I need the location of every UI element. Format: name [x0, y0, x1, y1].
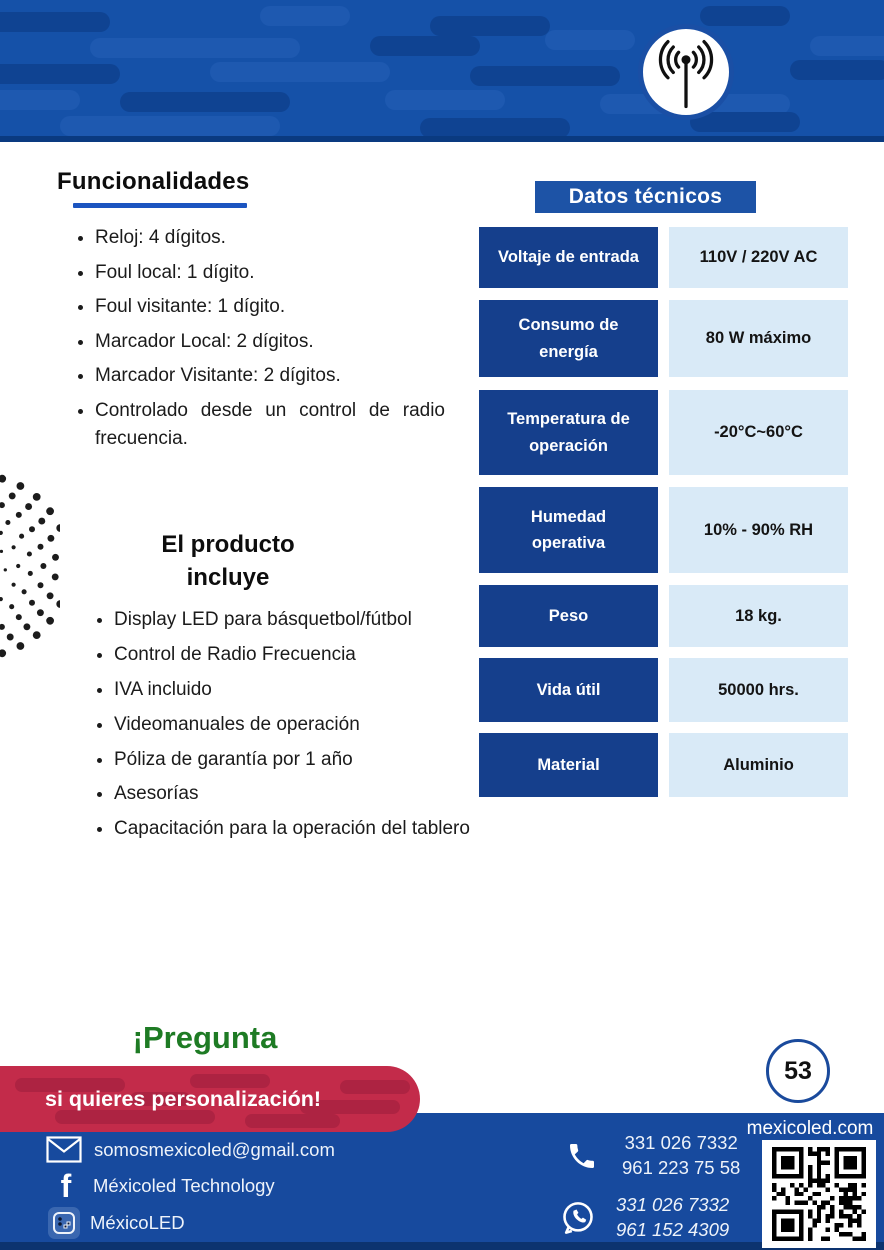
product-includes-title: El producto incluye — [161, 531, 295, 592]
website-link[interactable]: mexicoled.com — [746, 1118, 874, 1139]
spec-value: 18 kg. — [669, 585, 848, 647]
facebook-label: Méxicoled Technology — [93, 1175, 275, 1196]
table-row — [479, 658, 848, 722]
list-item: • Display LED para básquetbol/fútbol — [114, 606, 476, 635]
table-row — [479, 227, 848, 288]
list-item: • Marcador Local: 2 dígitos. — [95, 328, 445, 357]
social-label: MéxicoLED — [90, 1212, 185, 1233]
phone-icon — [566, 1140, 598, 1172]
spec-label: Voltaje de entrada — [479, 227, 658, 288]
table-row — [479, 733, 848, 797]
spec-value: 110V / 220V AC — [669, 227, 848, 288]
top-banner — [0, 0, 884, 142]
whatsapp-icon — [560, 1200, 596, 1236]
list-item: • Marcador Visitante: 2 dígitos. — [95, 362, 445, 391]
phone-number: 331 026 7332 — [624, 1132, 738, 1153]
spec-value: Aluminio — [669, 733, 848, 797]
mexicoled-logo-icon — [48, 1207, 80, 1239]
whatsapp-row[interactable] — [560, 1193, 729, 1243]
list-item: • Videomanuales de operación — [114, 711, 476, 740]
envelope-icon — [46, 1136, 82, 1163]
qr-code-image — [772, 1147, 866, 1241]
table-row — [479, 390, 848, 475]
spec-value: 10% - 90% RH — [669, 487, 848, 573]
list-item: • Control de Radio Frecuencia — [114, 641, 476, 670]
footer — [0, 1113, 884, 1250]
spec-label: Vida útil — [479, 658, 658, 722]
table-row — [479, 487, 848, 573]
promo-headline: ¡Pregunta — [132, 1020, 278, 1055]
email-text: somosmexicoled@gmail.com — [94, 1138, 335, 1160]
list-item: • Asesorías — [114, 780, 476, 809]
radio-antenna-icon — [638, 24, 734, 120]
functionalities-list — [57, 224, 445, 454]
spec-label: Material — [479, 733, 658, 797]
list-item: • Reloj: 4 dígitos. — [95, 224, 445, 253]
spec-label: Consumo de energía — [479, 300, 658, 377]
list-item: • Capacitación para la operación del tablero — [114, 815, 476, 844]
spec-value: 80 W máximo — [669, 300, 848, 377]
spec-label: Temperatura de operación — [479, 390, 658, 475]
spec-value: 50000 hrs. — [669, 658, 848, 722]
table-row — [479, 300, 848, 377]
list-item: • Póliza de garantía por 1 año — [114, 746, 476, 775]
page-number-badge — [766, 1039, 830, 1103]
table-row — [479, 585, 848, 647]
tech-specs-table — [479, 227, 848, 809]
dotted-spiral-decoration — [0, 468, 60, 664]
product-includes-list — [78, 606, 476, 850]
tech-specs-header: Datos técnicos — [535, 181, 756, 213]
list-item: • Controlado desde un control de radio frecuencia. — [95, 397, 445, 454]
banner-pattern — [0, 0, 884, 136]
spec-label: Humedad operativa — [479, 487, 658, 573]
functionalities-section — [57, 168, 445, 460]
spec-label: Peso — [479, 585, 658, 647]
promo-subline: si quieres personalización! — [45, 1086, 322, 1111]
list-item: • Foul local: 1 dígito. — [95, 259, 445, 288]
phone-row — [566, 1131, 740, 1181]
social-row[interactable] — [48, 1207, 185, 1239]
promo-banner — [0, 1066, 420, 1132]
whatsapp-number: 331 026 7332 — [616, 1194, 730, 1215]
list-item: • Foul visitante: 1 dígito. — [95, 293, 445, 322]
email-row[interactable] — [46, 1136, 335, 1163]
spec-value: -20°C~60°C — [669, 390, 848, 475]
facebook-icon: f — [60, 1168, 72, 1204]
list-item: • IVA incluido — [114, 676, 476, 705]
facebook-row[interactable] — [55, 1170, 275, 1202]
qr-code[interactable] — [762, 1140, 876, 1248]
title-underline — [73, 203, 247, 208]
phone-number: 961 223 75 58 — [622, 1156, 741, 1178]
page-number: 53 — [784, 1056, 812, 1085]
whatsapp-number: 961 152 4309 — [616, 1218, 730, 1240]
functionalities-title: Funcionalidades — [57, 168, 250, 195]
